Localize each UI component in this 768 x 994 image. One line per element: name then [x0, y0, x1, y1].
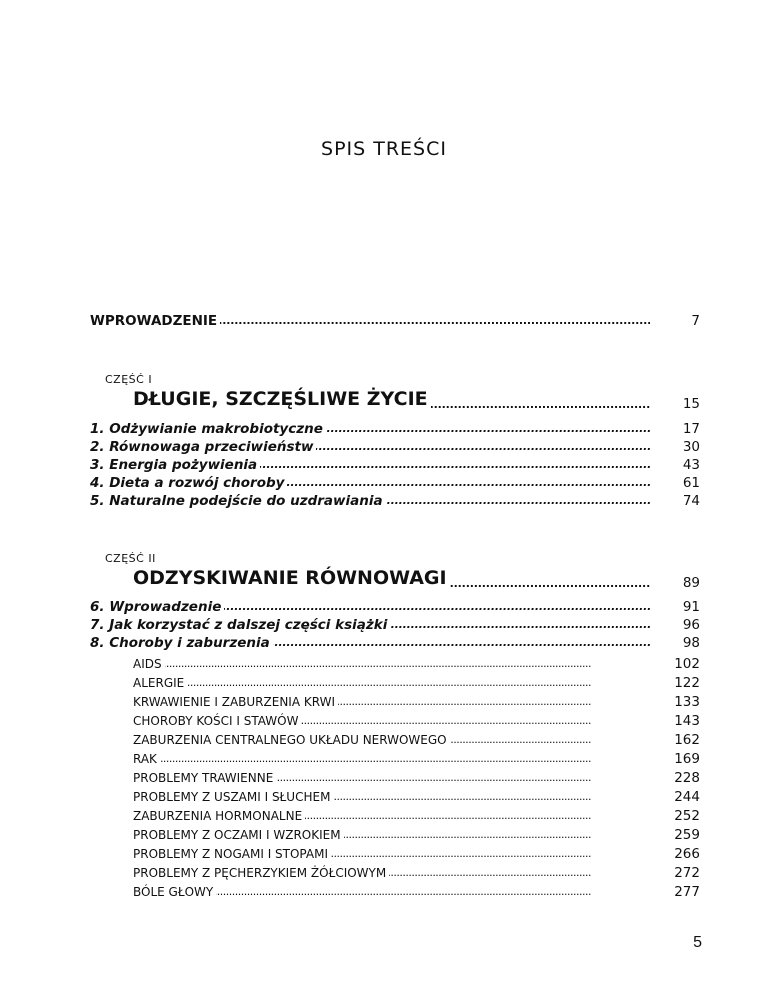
toc-entry-label: PROBLEMY Z OCZAMI I WZROKIEM — [133, 828, 344, 842]
toc-chapter-3 — [0, 456, 768, 474]
toc-entry-label: PROBLEMY Z PĘCHERZYKIEM ŻÓŁCIOWYM — [133, 866, 389, 880]
toc-chapter-7 — [0, 616, 768, 634]
toc-entry-label: ALERGIE — [133, 676, 187, 690]
toc-entry-label: WPROWADZENIE — [90, 313, 220, 329]
toc-entry-label: KRWAWIENIE I ZABURZENIA KRWI — [133, 695, 338, 709]
toc-entry-label: 1. Odżywianie makrobiotyczne — [90, 421, 326, 437]
toc-chapter-2 — [0, 438, 768, 456]
toc-entry-label: 6. Wprowadzenie — [90, 599, 224, 615]
toc-entry-page: 252 — [674, 808, 700, 824]
part1-heading — [0, 386, 768, 412]
toc-entry-intro — [0, 312, 768, 330]
toc-entry-label: 2. Równowaga przeciwieństw — [90, 439, 316, 455]
toc-section — [0, 712, 768, 730]
toc-entry-page: 266 — [674, 846, 700, 862]
toc-entry-label: 5. Naturalne podejście do uzdrawiania — [90, 493, 386, 509]
toc-entry-label: RAK — [133, 752, 160, 766]
toc-entry-label: AIDS — [133, 657, 165, 671]
toc-entry-page: 228 — [674, 770, 700, 786]
toc-entry-label: CHOROBY KOŚCI I STAWÓW — [133, 714, 301, 728]
part1-page: 15 — [682, 396, 700, 412]
toc-entry-label: PROBLEMY Z NOGAMI I STOPAMI — [133, 847, 331, 861]
toc-chapter-4 — [0, 474, 768, 492]
toc-entry-page: 259 — [674, 827, 700, 843]
part2-heading — [0, 565, 768, 591]
toc-section — [0, 826, 768, 844]
toc-section — [0, 731, 768, 749]
toc-section — [0, 864, 768, 882]
toc-section — [0, 693, 768, 711]
toc-entry-label: 7. Jak korzystać z dalszej części książki — [90, 617, 390, 633]
toc-entry-page: 169 — [674, 751, 700, 767]
toc-entry-label: ZABURZENIA CENTRALNEGO UKŁADU NERWOWEGO — [133, 733, 450, 747]
toc-entry-page: 162 — [674, 732, 700, 748]
toc-entry-label: ZABURZENIA HORMONALNE — [133, 809, 305, 823]
page-title: SPIS TREŚCI — [321, 138, 447, 160]
toc-section — [0, 845, 768, 863]
part2-page: 89 — [682, 575, 700, 591]
toc-entry-page: 17 — [682, 421, 700, 437]
toc-entry-page: 102 — [674, 656, 700, 672]
part2-title: ODZYSKIWANIE RÓWNOWAGI — [133, 567, 450, 589]
toc-entry-page: 74 — [682, 493, 700, 509]
toc-entry-page: 244 — [674, 789, 700, 805]
toc-entry-page: 91 — [682, 599, 700, 615]
part2-label: CZĘŚĆ II — [105, 552, 156, 565]
toc-section — [0, 807, 768, 825]
toc-entry-label: 3. Energia pożywienia — [90, 457, 260, 473]
toc-entry-page: 122 — [674, 675, 700, 691]
toc-entry-label: PROBLEMY TRAWIENNE — [133, 771, 276, 785]
part1-label: CZĘŚĆ I — [105, 373, 153, 386]
toc-entry-page: 277 — [674, 884, 700, 900]
part1-title: DŁUGIE, SZCZĘŚLIWE ŻYCIE — [133, 388, 431, 410]
page-number: 5 — [693, 934, 702, 951]
toc-entry-label: 8. Choroby i zaburzenia — [90, 635, 273, 651]
toc-section — [0, 674, 768, 692]
toc-entry-label: PROBLEMY Z USZAMI I SŁUCHEM — [133, 790, 333, 804]
toc-entry-page: 98 — [682, 635, 700, 651]
toc-entry-label: 4. Dieta a rozwój choroby — [90, 475, 287, 491]
toc-entry-page: 43 — [682, 457, 700, 473]
toc-entry-page: 133 — [674, 694, 700, 710]
toc-section — [0, 750, 768, 768]
toc-section — [0, 883, 768, 901]
toc-chapter-6 — [0, 598, 768, 616]
toc-chapter-8 — [0, 634, 768, 652]
toc-entry-page: 7 — [691, 313, 700, 329]
toc-chapter-5 — [0, 492, 768, 510]
toc-chapter-1 — [0, 420, 768, 438]
toc-entry-label: BÓLE GŁOWY — [133, 885, 216, 899]
toc-section — [0, 769, 768, 787]
toc-entry-page: 272 — [674, 865, 700, 881]
toc-section — [0, 788, 768, 806]
toc-entry-page: 96 — [682, 617, 700, 633]
toc-section — [0, 655, 768, 673]
toc-entry-page: 61 — [682, 475, 700, 491]
toc-entry-page: 143 — [674, 713, 700, 729]
toc-entry-page: 30 — [682, 439, 700, 455]
